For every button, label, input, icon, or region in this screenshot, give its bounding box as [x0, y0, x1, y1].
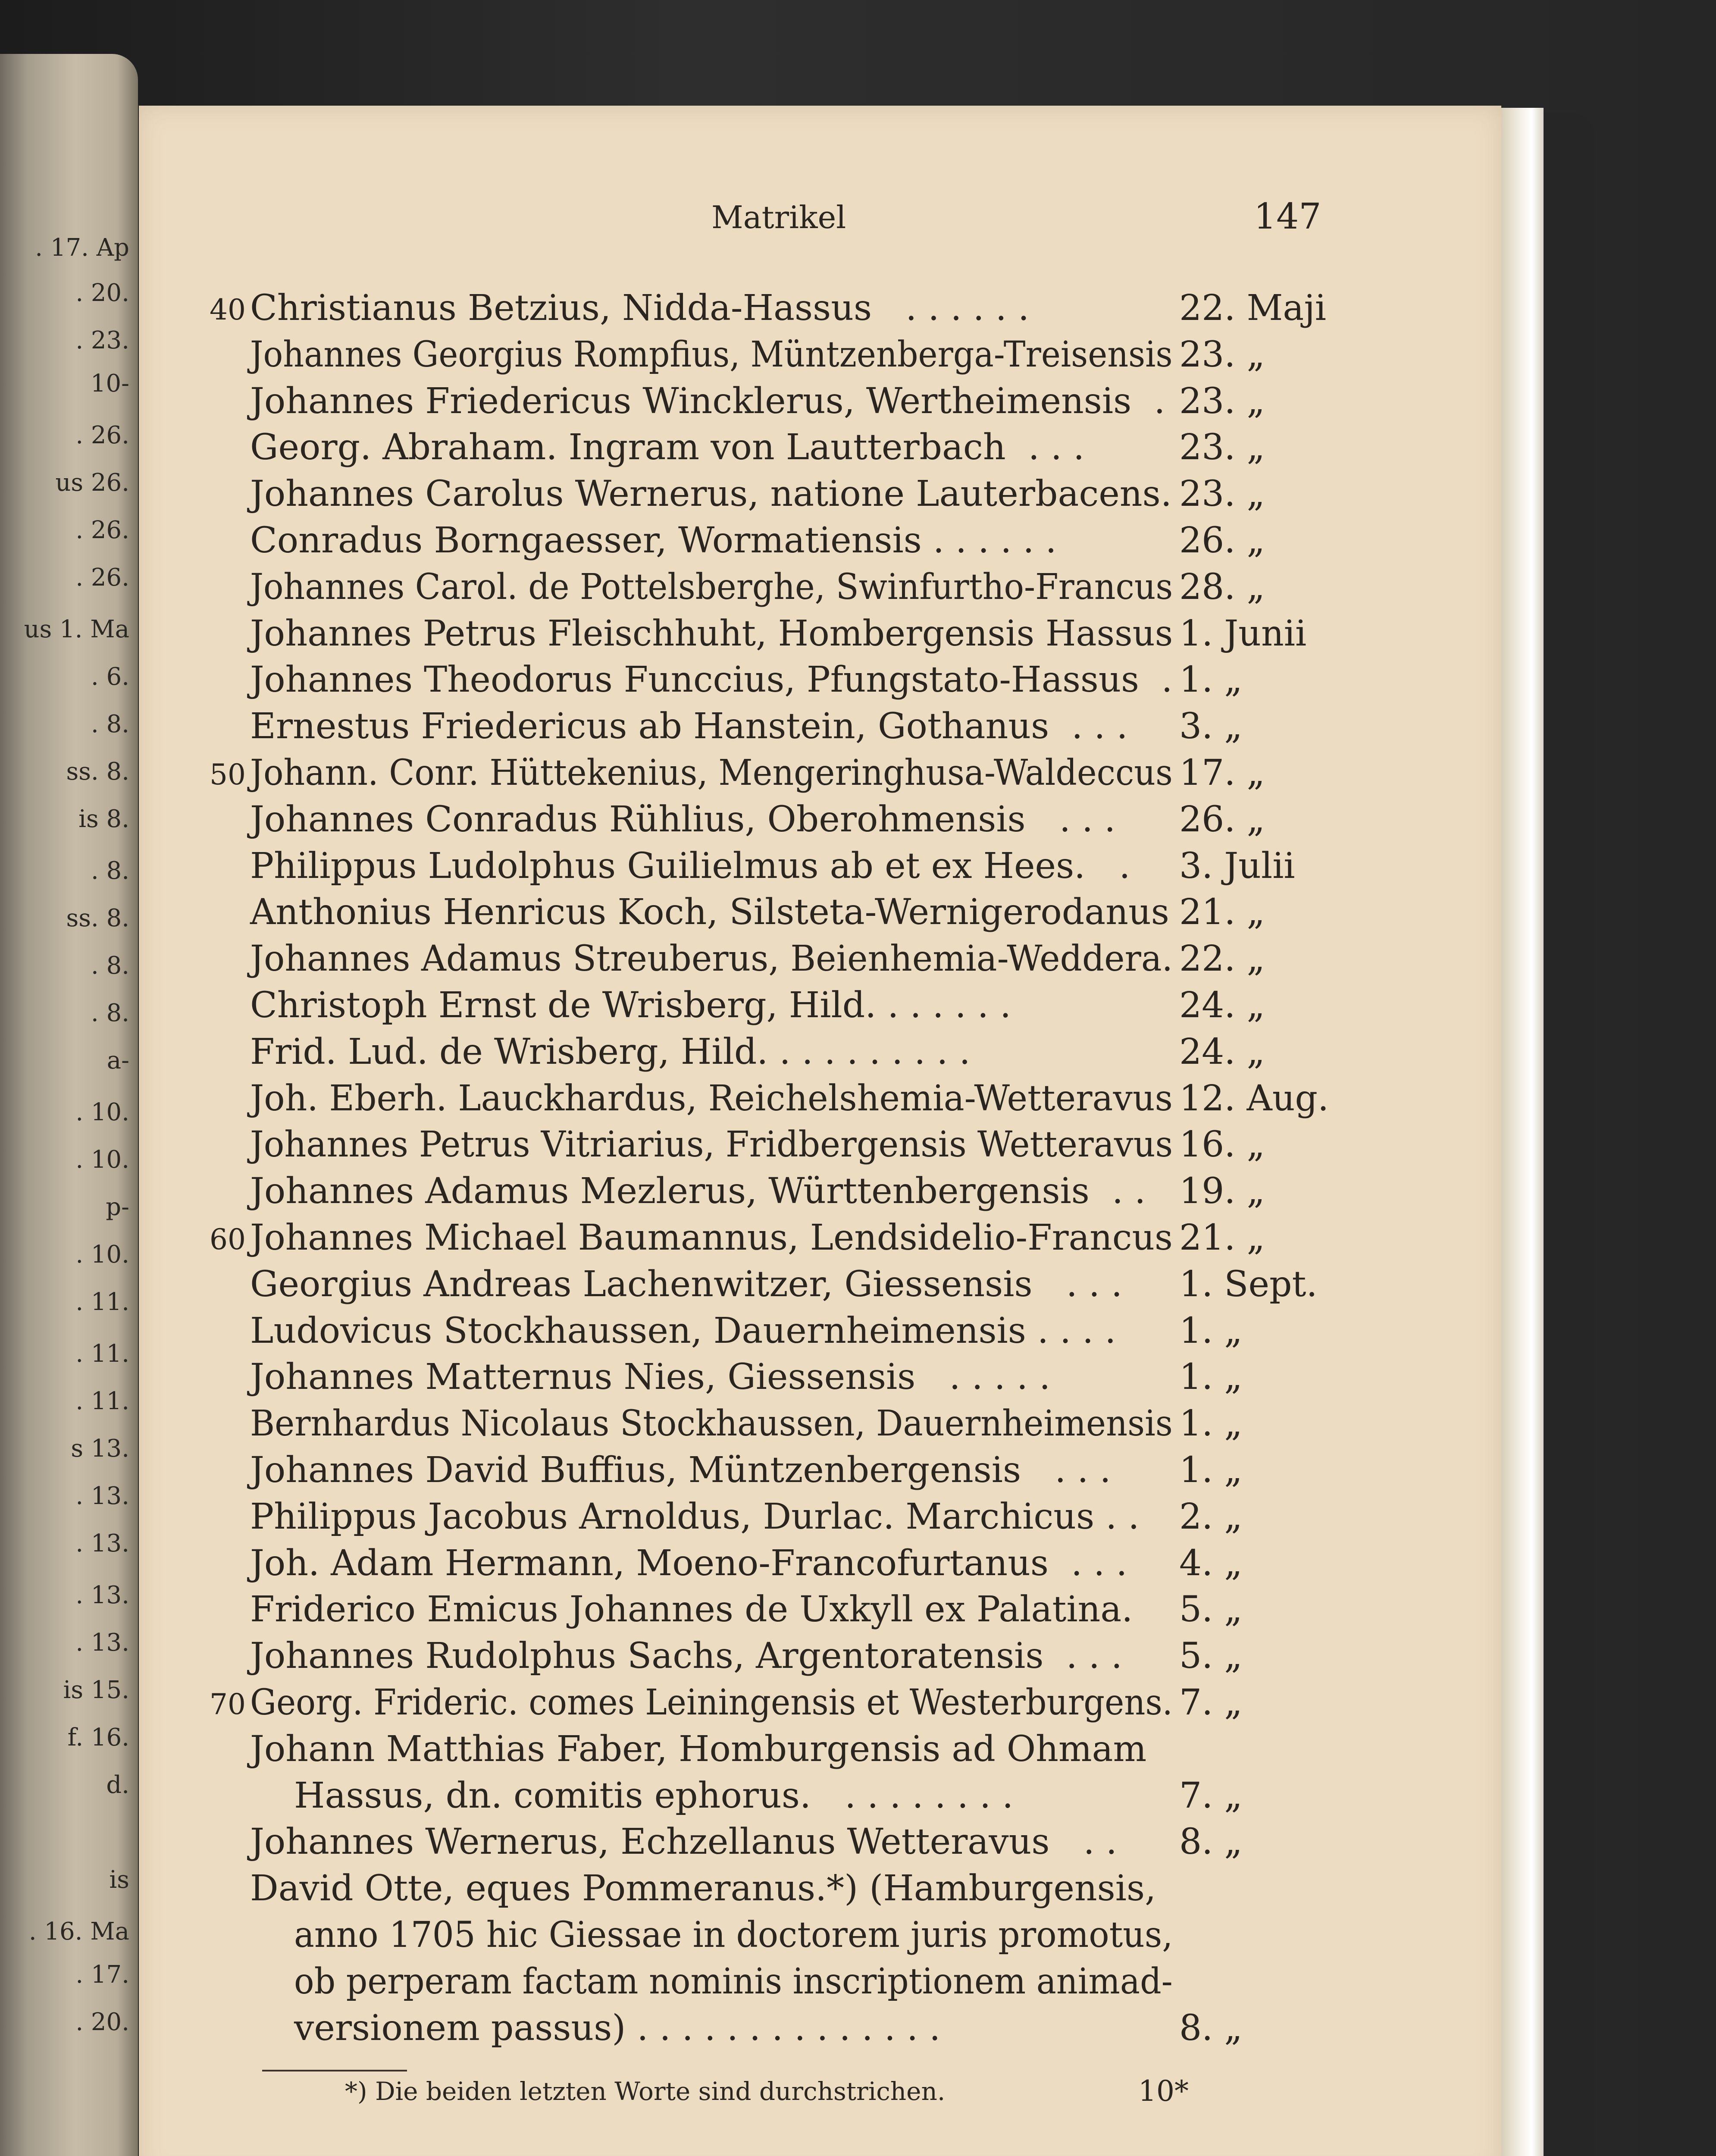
entry-row	[0, 1635, 1716, 1678]
left-page-fragment: 10-	[90, 370, 129, 398]
entry-name: anno 1705 hic Giessae in doctorem juris promotus,	[294, 1915, 1173, 1955]
entry-row	[0, 333, 1716, 376]
left-page-fragment: . 26.	[75, 516, 129, 544]
entry-row	[0, 1542, 1716, 1585]
entry-name: Frid. Lud. de Wrisberg, Hild. . . . . . . . . .	[250, 1031, 971, 1072]
entry-name: Johannes Petrus Vitriarius, Fridbergensis Wetteravus	[250, 1124, 1173, 1166]
signature-mark: 10*	[1138, 2075, 1189, 2108]
entry-date: 19. „	[1179, 1171, 1265, 1212]
entry-name: Johannes Carolus Wernerus, natione Lauterbacens.	[250, 473, 1172, 515]
entry-name: Christianus Betzius, Nidda-Hassus . . . . . .	[250, 288, 1030, 329]
entry-date: 2. „	[1179, 1496, 1243, 1537]
entry-name: Bernhardus Nicolaus Stockhaussen, Dauernheimensis	[250, 1403, 1173, 1445]
entry-date: 21. „	[1179, 892, 1265, 933]
left-page-fragment: . 11.	[75, 1387, 129, 1415]
entry-date: 23. „	[1179, 427, 1265, 468]
entry-row	[0, 798, 1716, 841]
entry-row	[0, 1960, 1716, 2003]
entry-name: Johannes Michael Baumannus, Lendsidelio-Francus	[250, 1217, 1173, 1258]
left-page-fragment: f. 16.	[67, 1724, 129, 1752]
entry-number: 60	[210, 1223, 246, 1256]
entry-name: Ernestus Friedericus ab Hanstein, Gothanus . . .	[250, 706, 1128, 747]
entry-row	[0, 845, 1716, 888]
entry-name: Johannes Georgius Rompfius, Müntzenberga-Treisensis	[250, 334, 1173, 375]
entry-date: 8. „	[1179, 2007, 1243, 2049]
left-page-fragment: s 13.	[71, 1435, 129, 1463]
entry-name: Johannes Conradus Rühlius, Oberohmensis . . .	[250, 799, 1116, 840]
entry-row	[0, 1867, 1716, 1910]
left-page-fragment: . 11.	[75, 1288, 129, 1316]
entry-name: Johann Matthias Faber, Homburgensis ad Ohmam	[250, 1728, 1147, 1770]
entry-name: Joh. Eberh. Lauckhardus, Reichelshemia-Wetteravus	[250, 1078, 1173, 1119]
entry-row	[0, 1356, 1716, 1399]
entry-row	[0, 1774, 1716, 1818]
left-page-fragment: . 13.	[75, 1581, 129, 1609]
entry-name: Johannes Adamus Streuberus, Beienhemia-Weddera.	[250, 938, 1173, 980]
left-page-fragment: . 26.	[75, 421, 129, 449]
entry-date: 26. „	[1179, 520, 1265, 561]
entry-row	[0, 612, 1716, 655]
entry-date: 5. „	[1179, 1636, 1243, 1677]
entry-row	[0, 426, 1716, 469]
entry-date: 22. „	[1179, 938, 1265, 980]
entry-row	[0, 1728, 1716, 1771]
left-page-fragment: . 10.	[75, 1098, 129, 1126]
entry-row	[0, 1077, 1716, 1120]
left-page-fragment: us 1. Ma	[24, 615, 129, 643]
entry-date: 1. „	[1179, 1357, 1243, 1398]
entry-row	[0, 473, 1716, 516]
page-number: 147	[1254, 196, 1321, 237]
left-page-fragment: . 8.	[91, 710, 129, 738]
left-page-fragment: . 6.	[91, 663, 129, 691]
running-head: Matrikel	[711, 199, 846, 235]
left-page-fragment: is	[109, 1866, 129, 1894]
entry-date: 8. „	[1179, 1821, 1243, 1863]
entry-row	[0, 891, 1716, 934]
entry-name: Johannes Friedericus Wincklerus, Wertheimensis .	[250, 380, 1165, 422]
entry-date: 5. „	[1179, 1589, 1243, 1630]
left-page-fragment: is 15.	[63, 1676, 129, 1704]
entry-row	[0, 1263, 1716, 1306]
footnote: *) Die beiden letzten Worte sind durchstrichen.	[345, 2077, 946, 2106]
entry-name: Johannes Adamus Mezlerus, Württenbergensis . .	[250, 1171, 1146, 1212]
entry-date: 22. Maji	[1179, 288, 1326, 329]
entry-name: Friderico Emicus Johannes de Uxkyll ex Palatina.	[250, 1589, 1133, 1630]
entry-row	[0, 1170, 1716, 1213]
entry-row	[0, 1681, 1716, 1724]
entry-name: Christoph Ernst de Wrisberg, Hild. . . . . . .	[250, 985, 1011, 1026]
entry-date: 1. Junii	[1179, 613, 1307, 654]
entry-date: 1. „	[1179, 1450, 1243, 1491]
entry-row	[0, 1449, 1716, 1492]
entry-row	[0, 1402, 1716, 1445]
entry-name: ob perperam factam nominis inscriptionem animad-	[294, 1961, 1173, 2002]
entry-date: 17. „	[1179, 752, 1265, 793]
left-page-fragment: . 13.	[75, 1482, 129, 1510]
entry-name: Anthonius Henricus Koch, Silsteta-Wernigerodanus	[250, 892, 1169, 933]
entry-date: 3. Julii	[1179, 845, 1295, 887]
entry-row	[0, 1495, 1716, 1539]
left-page-fragment: ss. 8.	[66, 758, 129, 786]
left-page-fragment: ss. 8.	[66, 904, 129, 932]
entry-date: 24. „	[1179, 1031, 1265, 1072]
entry-row	[0, 752, 1716, 795]
entry-row	[0, 566, 1716, 609]
entry-name: Johannes David Buffius, Müntzenbergensis . . .	[250, 1450, 1111, 1491]
entry-name: versionem passus) . . . . . . . . . . . . . .	[294, 2007, 941, 2049]
entry-date: 23. „	[1179, 473, 1265, 515]
entry-name: Johannes Petrus Fleischhuht, Hombergensis Hassus	[250, 613, 1173, 654]
left-page-fragment: a-	[106, 1047, 129, 1075]
entry-row	[0, 984, 1716, 1027]
left-page-fragment: . 11.	[75, 1340, 129, 1368]
entry-name: Johannes Matternus Nies, Giessensis . . . . .	[250, 1357, 1051, 1398]
entry-name: Georgius Andreas Lachenwitzer, Giessensis . . .	[250, 1263, 1123, 1305]
entry-date: 23. „	[1179, 380, 1265, 422]
entry-number: 50	[210, 758, 246, 791]
entry-date: 3. „	[1179, 706, 1243, 747]
left-page-fragment: . 10.	[75, 1146, 129, 1174]
entry-name: Conradus Borngaesser, Wormatiensis . . . . . .	[250, 520, 1057, 561]
entry-name: Philippus Ludolphus Guilielmus ab et ex Hees. .	[250, 845, 1130, 887]
entry-row	[0, 1031, 1716, 1074]
entry-row	[0, 1123, 1716, 1166]
entry-name: Georg. Abraham. Ingram von Lautterbach . . .	[250, 427, 1085, 468]
left-page-fragment: us 26.	[55, 469, 129, 497]
left-page-fragment: . 17. Ap	[35, 234, 129, 262]
left-page-fragment: . 10.	[75, 1241, 129, 1269]
entry-row	[0, 658, 1716, 702]
entry-name: Johann. Conr. Hüttekenius, Mengeringhusa-Waldeccus	[250, 752, 1173, 793]
entry-name: Ludovicus Stockhaussen, Dauernheimensis . . . .	[250, 1310, 1116, 1351]
entry-date: 4. „	[1179, 1542, 1243, 1584]
left-page-fragment: . 8.	[91, 952, 129, 980]
left-page-fragment: . 16. Ma	[28, 1918, 129, 1946]
entry-name: David Otte, eques Pommeranus.*) (Hamburgensis,	[250, 1868, 1156, 1909]
entry-name: Johannes Wernerus, Echzellanus Wetteravus . .	[250, 1821, 1117, 1863]
left-page-fragment: is 8.	[78, 805, 129, 833]
entry-row	[0, 937, 1716, 981]
entry-name: Johannes Theodorus Funccius, Pfungstato-Hassus .	[250, 659, 1173, 701]
left-page-fragment: . 23.	[75, 326, 129, 354]
entry-name: Hassus, dn. comitis ephorus. . . . . . . . .	[294, 1775, 1014, 1816]
entry-number: 40	[210, 293, 246, 326]
entry-date: 7. „	[1179, 1682, 1243, 1723]
entry-date: 24. „	[1179, 985, 1265, 1026]
entry-name: Joh. Adam Hermann, Moeno-Francofurtanus . . .	[250, 1542, 1127, 1584]
left-page-fragment: . 26.	[75, 564, 129, 592]
left-page-fragment: . 13.	[75, 1529, 129, 1557]
entry-date: 12. Aug.	[1179, 1078, 1329, 1119]
left-page-fragment: . 20.	[75, 2008, 129, 2036]
entry-date: 7. „	[1179, 1775, 1243, 1816]
entry-row	[0, 519, 1716, 562]
entry-name: Johannes Carol. de Pottelsberghe, Swinfurtho-Francus	[250, 566, 1173, 608]
left-page-fragment: d.	[106, 1771, 129, 1799]
entry-number: 70	[210, 1688, 246, 1721]
entry-date: 28. „	[1179, 566, 1265, 608]
left-page-fragment: . 8.	[91, 857, 129, 885]
left-page-fragment: . 20.	[75, 279, 129, 307]
entry-row	[0, 1914, 1716, 1957]
entry-row	[0, 1588, 1716, 1631]
entry-row	[0, 1216, 1716, 1260]
entry-name: Philippus Jacobus Arnoldus, Durlac. Marchicus . .	[250, 1496, 1140, 1537]
entry-name: Johannes Rudolphus Sachs, Argentoratensis . . .	[250, 1636, 1122, 1677]
entry-date: 26. „	[1179, 799, 1265, 840]
entry-row	[0, 1821, 1716, 1864]
entry-row	[0, 2007, 1716, 2050]
entry-row	[0, 287, 1716, 330]
entry-row	[0, 1310, 1716, 1353]
entry-row	[0, 705, 1716, 748]
entry-date: 23. „	[1179, 334, 1265, 375]
left-page-fragment: p-	[106, 1193, 129, 1221]
left-page-fragment: . 17.	[75, 1961, 129, 1989]
entry-date: 21. „	[1179, 1217, 1265, 1258]
left-page-fragment: . 8.	[91, 999, 129, 1027]
entry-date: 1. „	[1179, 659, 1243, 701]
entry-row	[0, 380, 1716, 423]
entry-date: 1. „	[1179, 1310, 1243, 1351]
entry-date: 16. „	[1179, 1124, 1265, 1166]
entry-date: 1. „	[1179, 1403, 1243, 1445]
entry-date: 1. Sept.	[1179, 1263, 1318, 1305]
entry-name: Georg. Frideric. comes Leiningensis et Westerburgens.	[250, 1682, 1173, 1723]
left-page-fragment: . 13.	[75, 1629, 129, 1657]
